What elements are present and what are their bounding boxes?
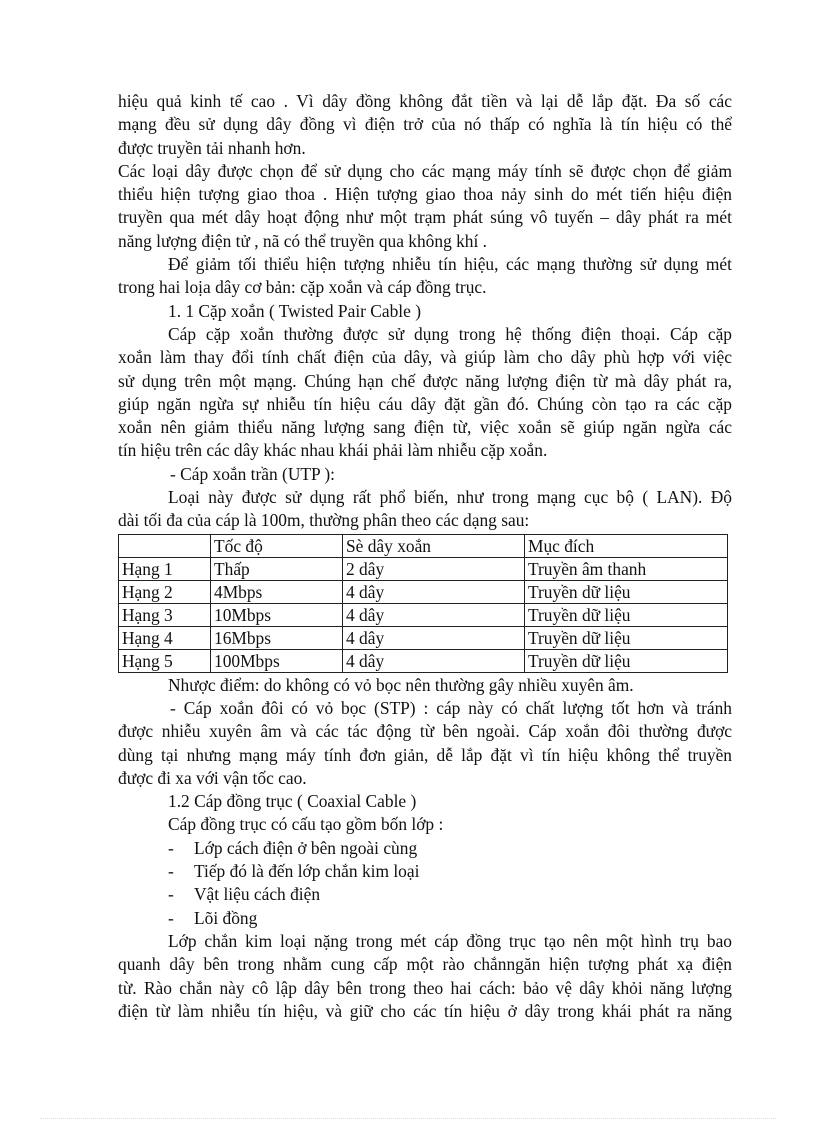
- text-line: được nhiễu xuyên âm và các tác động từ bên ngoài. Cáp xoắn đôi thường được: [118, 721, 732, 742]
- table-header-cell: Sè dây xoắn: [343, 534, 525, 557]
- list-item-text: Lớp cách điện ở bên ngoài cùng: [194, 837, 418, 858]
- text-line: Cáp cặp xoắn thường được sử dụng trong hệ thống điện thoại. Cáp cặp: [168, 323, 732, 344]
- paragraph-utp: [118, 486, 732, 533]
- text-line: năng lượng điện tử , nã có thể truyền qua không khí .: [118, 230, 488, 251]
- table-cell: Hạng 5: [119, 649, 211, 672]
- section-title: Cáp đồng trục ( Coaxial Cable ): [194, 791, 417, 812]
- text-line: quanh dây bên trong nhằm cung cấp một rào chắnngăn hiện tượng phát xạ điện: [118, 954, 732, 975]
- bullet-dash: -: [168, 907, 174, 928]
- paragraph-stp: [118, 697, 732, 790]
- table-cell: 4 dây: [343, 649, 525, 672]
- list-item: [162, 837, 732, 860]
- table-cell: Truyền dữ liệu: [525, 580, 728, 603]
- table-row: [119, 649, 728, 672]
- text-line: giúp ngăn ngừa sự nhiễu tín hiệu cáu dây đặt gần đó. Chúng còn tạo ra các cặp: [118, 393, 732, 414]
- list-item: [162, 860, 732, 883]
- table-cell: 100Mbps: [211, 649, 343, 672]
- table-cell: Truyền dữ liệu: [525, 626, 728, 649]
- table-cell: Truyền dữ liệu: [525, 603, 728, 626]
- list-item-text: Vật liệu cách điện: [194, 884, 321, 905]
- table-cell: Hạng 2: [119, 580, 211, 603]
- table-header-cell: Tốc độ: [211, 534, 343, 557]
- paragraph-3: [118, 253, 732, 300]
- text-line: Các loại dây được chọn để sử dụng cho các mạng máy tính sẽ được chọn để giảm: [118, 160, 732, 181]
- table-cell: 16Mbps: [211, 626, 343, 649]
- list-item: [162, 883, 732, 906]
- text-line: xoắn nên giảm thiểu năng lượng sang điện từ, việc xoắn sẽ giúp ngăn ngừa các: [118, 417, 732, 438]
- table-cell: 4 dây: [343, 603, 525, 626]
- table-cell: Truyền dữ liệu: [525, 649, 728, 672]
- utp-heading: - Cáp xoắn trần (UTP ):: [170, 463, 336, 484]
- text-line: hiệu quả kinh tế cao . Vì dây đồng không đắt tiền và lại dễ lắp đặt. Đa số các: [118, 91, 732, 111]
- drawback-note: Nhược điểm: do không có vỏ bọc nên thường gây nhiều xuyên âm.: [168, 674, 634, 695]
- bullet-dash: -: [168, 884, 174, 905]
- table-header-cell: Mục đích: [525, 534, 728, 557]
- paragraph-1: [118, 90, 732, 160]
- table-row: [119, 557, 728, 580]
- text-line: thiểu hiện tượng giao thoa . Hiện tượng giao thoa nảy sinh do mét tiến hiệu điện: [118, 184, 732, 205]
- text-line: truyền qua mét dây hoạt động như một trạm phát súng vô tuyến – dây phát ra mét: [118, 207, 732, 228]
- section-number: 1.2: [168, 791, 190, 812]
- text-line: - Cáp xoắn đôi có vỏ bọc (STP) : cáp này có chất lượng tốt hơn và tránh: [170, 697, 732, 718]
- text-line: Để giảm tối thiểu hiện tượng nhiễu tín hiệu, các mạng thường sử dụng mét: [168, 254, 732, 275]
- text-line: điện từ làm nhiễu tín hiệu, và giữ cho các tín hiệu ở dây trong khái phát ra năng: [118, 1000, 732, 1021]
- bullet-dash: -: [168, 861, 174, 882]
- table-row: [119, 580, 728, 603]
- table-cell: 4 dây: [343, 580, 525, 603]
- cable-category-table: [118, 534, 728, 673]
- text-line: từ. Rào chắn này cô lập dây bên trong theo hai cách: bảo vệ dây khỏi năng lượng: [118, 977, 732, 998]
- table-cell: Hạng 1: [119, 557, 211, 580]
- text-line: trong hai loịa dây cơ bản: cặp xoắn và cáp đồng trục.: [118, 277, 487, 298]
- section-heading-coaxial: [118, 790, 732, 813]
- text-line: xoắn làm thay đổi tính chất điện của dây, và giúp làm cho dây phù hợp với việc: [118, 347, 732, 368]
- text-line: sử dụng trên một mạng. Chúng hạn chế được năng lượng điện từ mà dây phát ra,: [118, 370, 732, 391]
- table-cell: Hạng 3: [119, 603, 211, 626]
- page-bottom-rule: [40, 1118, 776, 1119]
- table-cell: 2 dây: [343, 557, 525, 580]
- list-item-text: Tiếp đó là đến lớp chắn kim loại: [194, 861, 420, 882]
- text-line: dùng tại nhưng mạng máy tính đơn giản, dễ lắp đặt vì tín hiệu không thể truyền: [118, 744, 732, 765]
- table-cell: Thấp: [211, 557, 343, 580]
- text-line: Loại này được sử dụng rất phổ biến, như trong mạng cục bộ ( LAN). Độ: [168, 487, 732, 508]
- table-header-cell: [119, 534, 211, 557]
- table-cell: 10Mbps: [211, 603, 343, 626]
- text-line: được đi xa với vận tốc cao.: [118, 767, 307, 788]
- text-line: dài tối đa của cáp là 100m, thường phân theo các dạng sau:: [118, 510, 530, 531]
- text-line: mạng đều sử dụng dây đồng vì điện trở của nó thấp có nghĩa là tín hiệu có thể: [118, 114, 732, 135]
- bullet-dash: -: [168, 837, 174, 858]
- table-cell: 4 dây: [343, 626, 525, 649]
- list-item: [162, 907, 732, 930]
- table-cell: Hạng 4: [119, 626, 211, 649]
- section-heading-twisted-pair: 1. 1 Cặp xoắn ( Twisted Pair Cable ): [168, 300, 421, 321]
- paragraph-2: [118, 160, 732, 253]
- table-row: [119, 603, 728, 626]
- coax-intro: Cáp đồng trục có cấu tạo gồm bốn lớp :: [168, 814, 444, 835]
- document-page: [118, 90, 732, 1023]
- paragraph-twisted-pair: [118, 323, 732, 463]
- table-header-row: [119, 534, 728, 557]
- table-row: [119, 626, 728, 649]
- list-item-text: Lõi đồng: [194, 907, 258, 928]
- text-line: Lớp chắn kim loại nặng trong mét cáp đồng trục tạo nên một hình trụ bao: [168, 930, 732, 951]
- text-line: được truyền tải nhanh hơn.: [118, 137, 306, 158]
- table-cell: Truyền âm thanh: [525, 557, 728, 580]
- table-cell: 4Mbps: [211, 580, 343, 603]
- text-line: tín hiệu trên các dây khác nhau khái phải làm nhiễu cặp xoắn.: [118, 440, 548, 461]
- paragraph-coaxial: [118, 930, 732, 1023]
- layer-list: [118, 837, 732, 930]
